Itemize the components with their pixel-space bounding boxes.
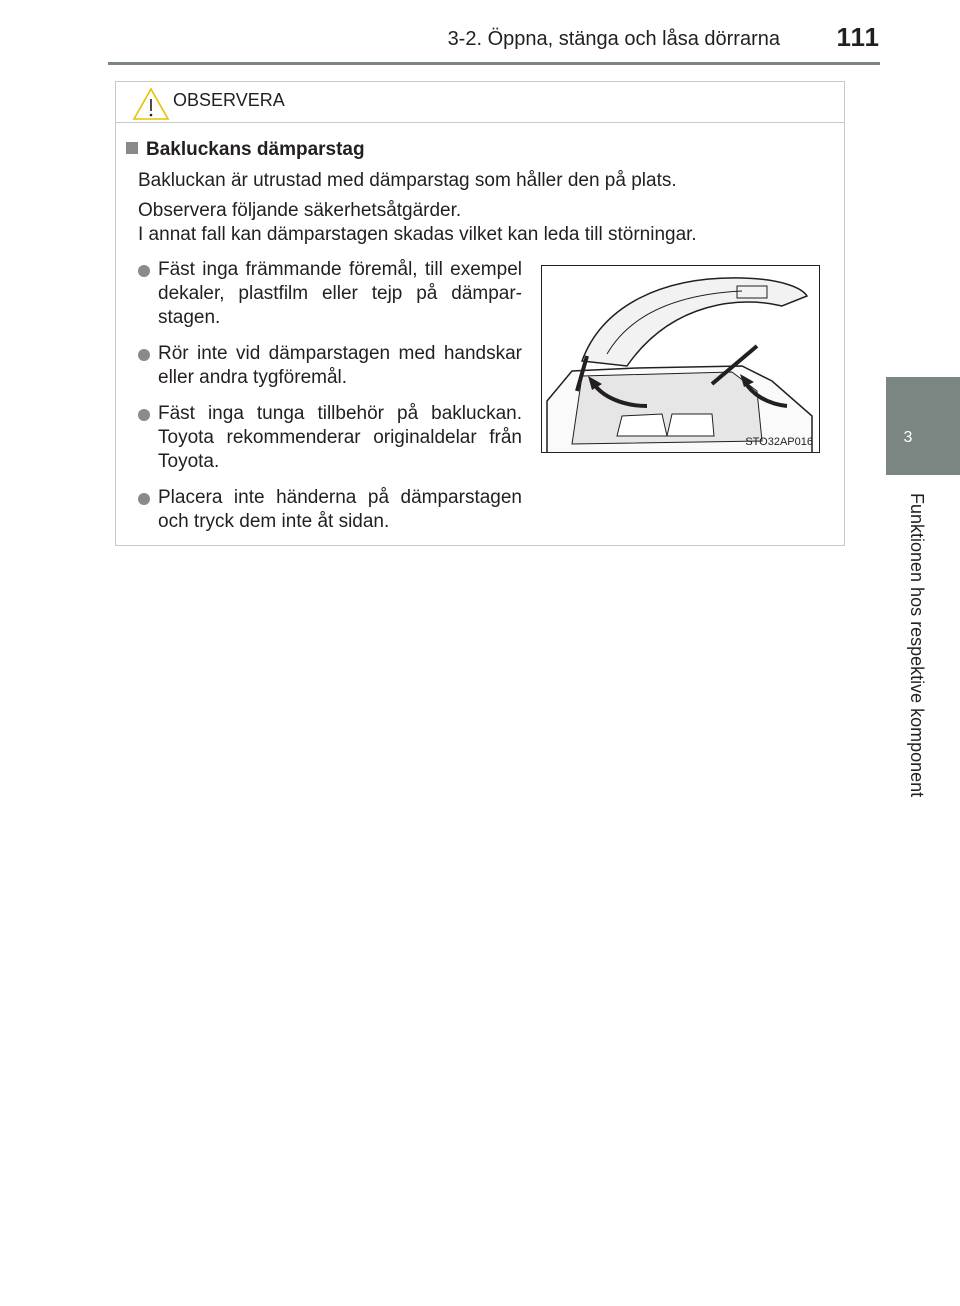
bullet-item: Rör inte vid dämparstagen med handskar eller andra tygföremål. [138, 342, 522, 390]
tailgate-illustration [541, 265, 820, 453]
chapter-number: 3 [903, 429, 913, 446]
bullet-dot-icon [138, 493, 150, 505]
figure-code: STO32AP016 [745, 436, 813, 448]
header-divider [108, 62, 880, 65]
intro-paragraph: Bakluckan är utrustad med dämparstag som håller den på plats. [138, 170, 677, 191]
warning-box [115, 81, 845, 546]
tailgate-drawing [542, 266, 820, 453]
precaution-line-2: I annat fall kan dämparstagen skadas vilket kan leda till störningar. [138, 224, 697, 245]
warning-title: OBSERVERA [173, 90, 285, 110]
bullet-dot-icon [138, 409, 150, 421]
bullet-list [138, 258, 522, 546]
square-bullet-icon [126, 142, 138, 154]
bullet-dot-icon [138, 349, 150, 361]
section-heading [126, 139, 365, 161]
warning-header [116, 82, 844, 123]
section-heading-text: Bakluckans dämparstag [146, 139, 365, 160]
warning-triangle-icon [131, 86, 171, 122]
bullet-item: Placera inte händerna på dämparstagen och tryck dem inte åt sidan. [138, 486, 522, 534]
header-section-title: 3-2. Öppna, stänga och låsa dörrarna [447, 28, 780, 50]
page-number: 111 [836, 22, 880, 52]
chapter-title: Funktionen hos respektive komponent [907, 493, 927, 798]
chapter-tab [886, 377, 960, 475]
bullet-item: Fäst inga tunga tillbehör på bakluckan. Toyota rekommenderar originaldelar från Toyota. [138, 402, 522, 474]
precaution-line-1: Observera följande säkerhetsåtgärder. [138, 200, 462, 221]
bullet-item: Fäst inga främmande föremål, till exempel dekaler, plastfilm eller tejp på dämparstagen. [138, 258, 522, 330]
bullet-dot-icon [138, 265, 150, 277]
